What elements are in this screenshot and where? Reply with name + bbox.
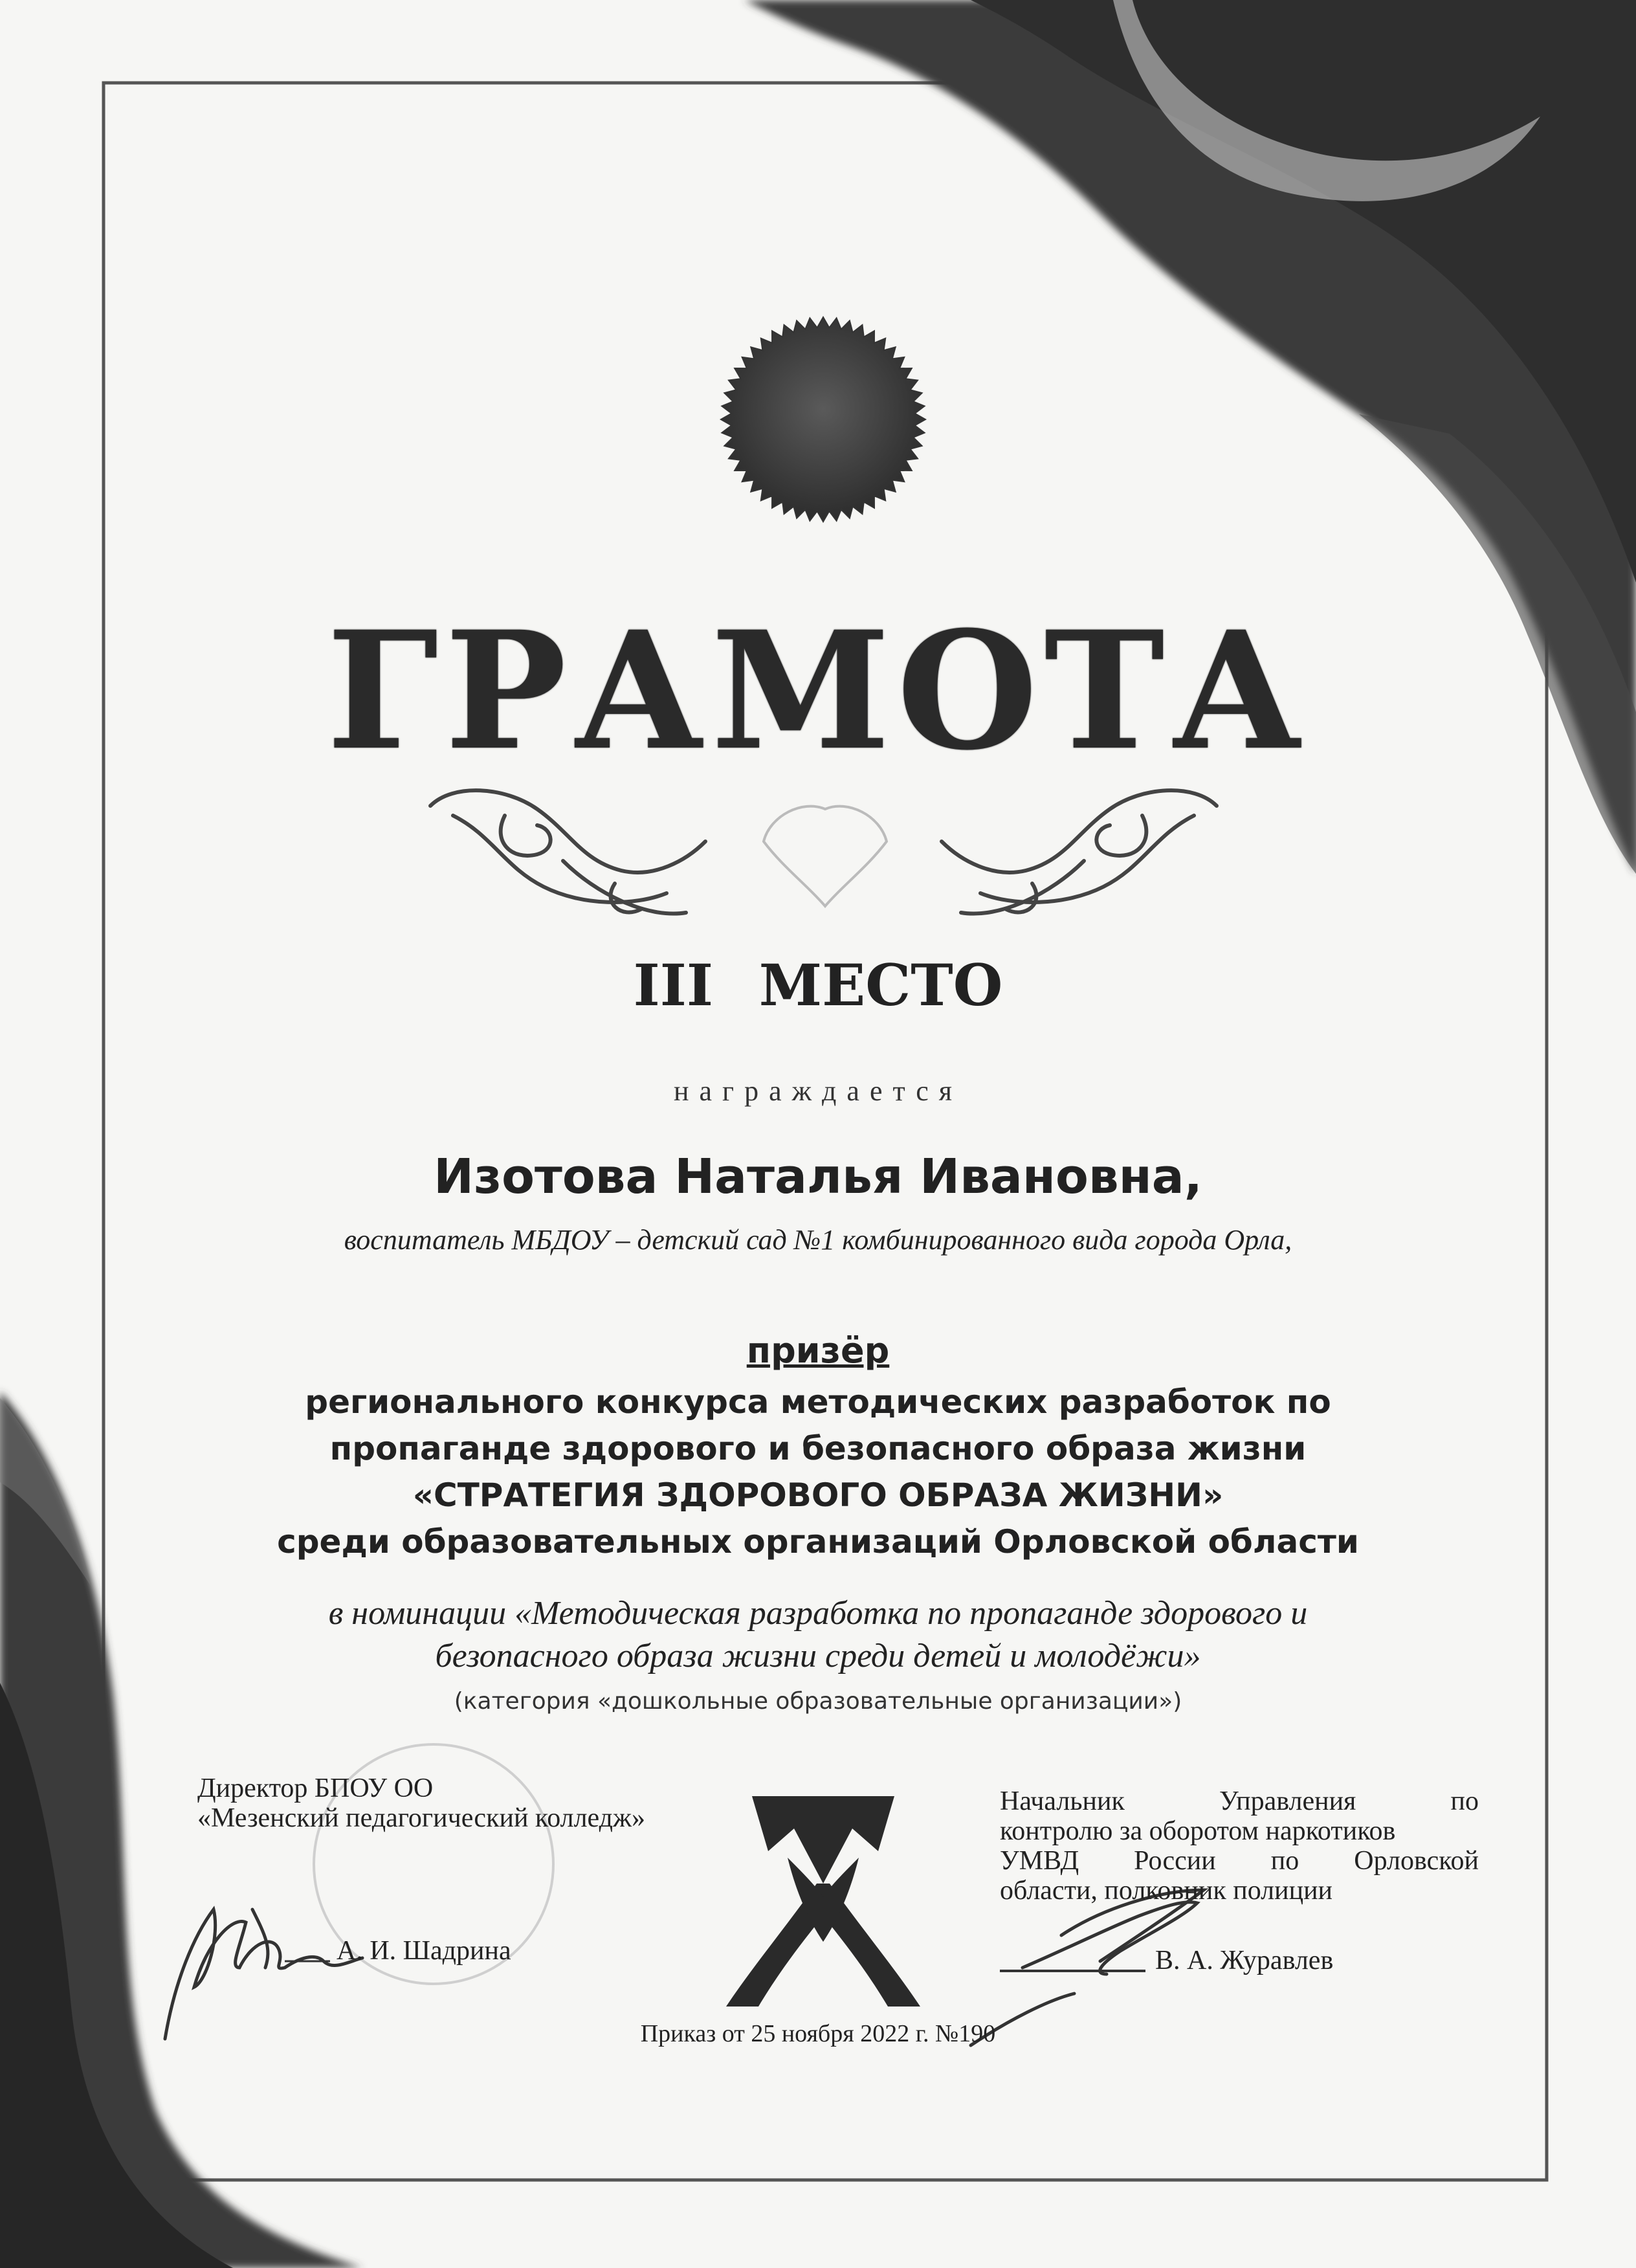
- contest-line: регионального конкурса методических разработок по: [305, 1383, 1331, 1421]
- seal-icon: [721, 317, 925, 522]
- category-label: (категория «дошкольные образовательные организации»): [454, 1688, 1182, 1715]
- nomination-description: [0, 1592, 1636, 1678]
- contest-line: пропаганде здорового и безопасного образа жизни: [329, 1430, 1307, 1467]
- signatory-left-title-line: Директор БПОУ ОО: [197, 1773, 434, 1803]
- signatory-left-title-line: «Мезенский педагогический колледж»: [197, 1803, 646, 1833]
- prize-label: призёр: [746, 1330, 890, 1371]
- signatory-right-title-line: УМВД России по Орловской: [1000, 1846, 1479, 1876]
- ornament-flourish-icon: [430, 790, 1217, 913]
- contest-line: среди образовательных организаций Орловской области: [277, 1523, 1359, 1561]
- signatory-right-title: [1000, 1786, 1479, 1906]
- place-label: III МЕСТО: [633, 951, 1003, 1019]
- signatory-right-title-line: области, полковник полиции: [1000, 1876, 1333, 1906]
- signatory-left-name: А. И. Шадрина: [337, 1936, 511, 1966]
- awarded-label: награждается: [673, 1075, 963, 1107]
- contest-description: [0, 1379, 1636, 1565]
- signatory-left-title: [197, 1773, 754, 1833]
- signatory-right-name: В. А. Журавлев: [1155, 1946, 1334, 1975]
- order-reference: Приказ от 25 ноября 2022 г. №190: [640, 2020, 996, 2047]
- awareness-ribbon-icon: [726, 1796, 920, 2007]
- nomination-line: безопасного образа жизни среди детей и молодёжи»: [435, 1638, 1201, 1674]
- document-title: ГРАМОТА: [326, 595, 1310, 786]
- recipient-name: Изотова Наталья Ивановна,: [434, 1149, 1202, 1205]
- signatory-right-title-line: контролю за оборотом наркотиков: [1000, 1816, 1396, 1846]
- recipient-position: воспитатель МБДОУ – детский сад №1 комбинированного вида города Орла,: [344, 1224, 1292, 1256]
- contest-line: «СТРАТЕГИЯ ЗДОРОВОГО ОБРАЗА ЖИЗНИ»: [412, 1476, 1224, 1514]
- signatory-right-title-line: Начальник Управления по: [1000, 1786, 1479, 1816]
- nomination-line: в номинации «Методическая разработка по пропаганде здорового и: [328, 1595, 1308, 1632]
